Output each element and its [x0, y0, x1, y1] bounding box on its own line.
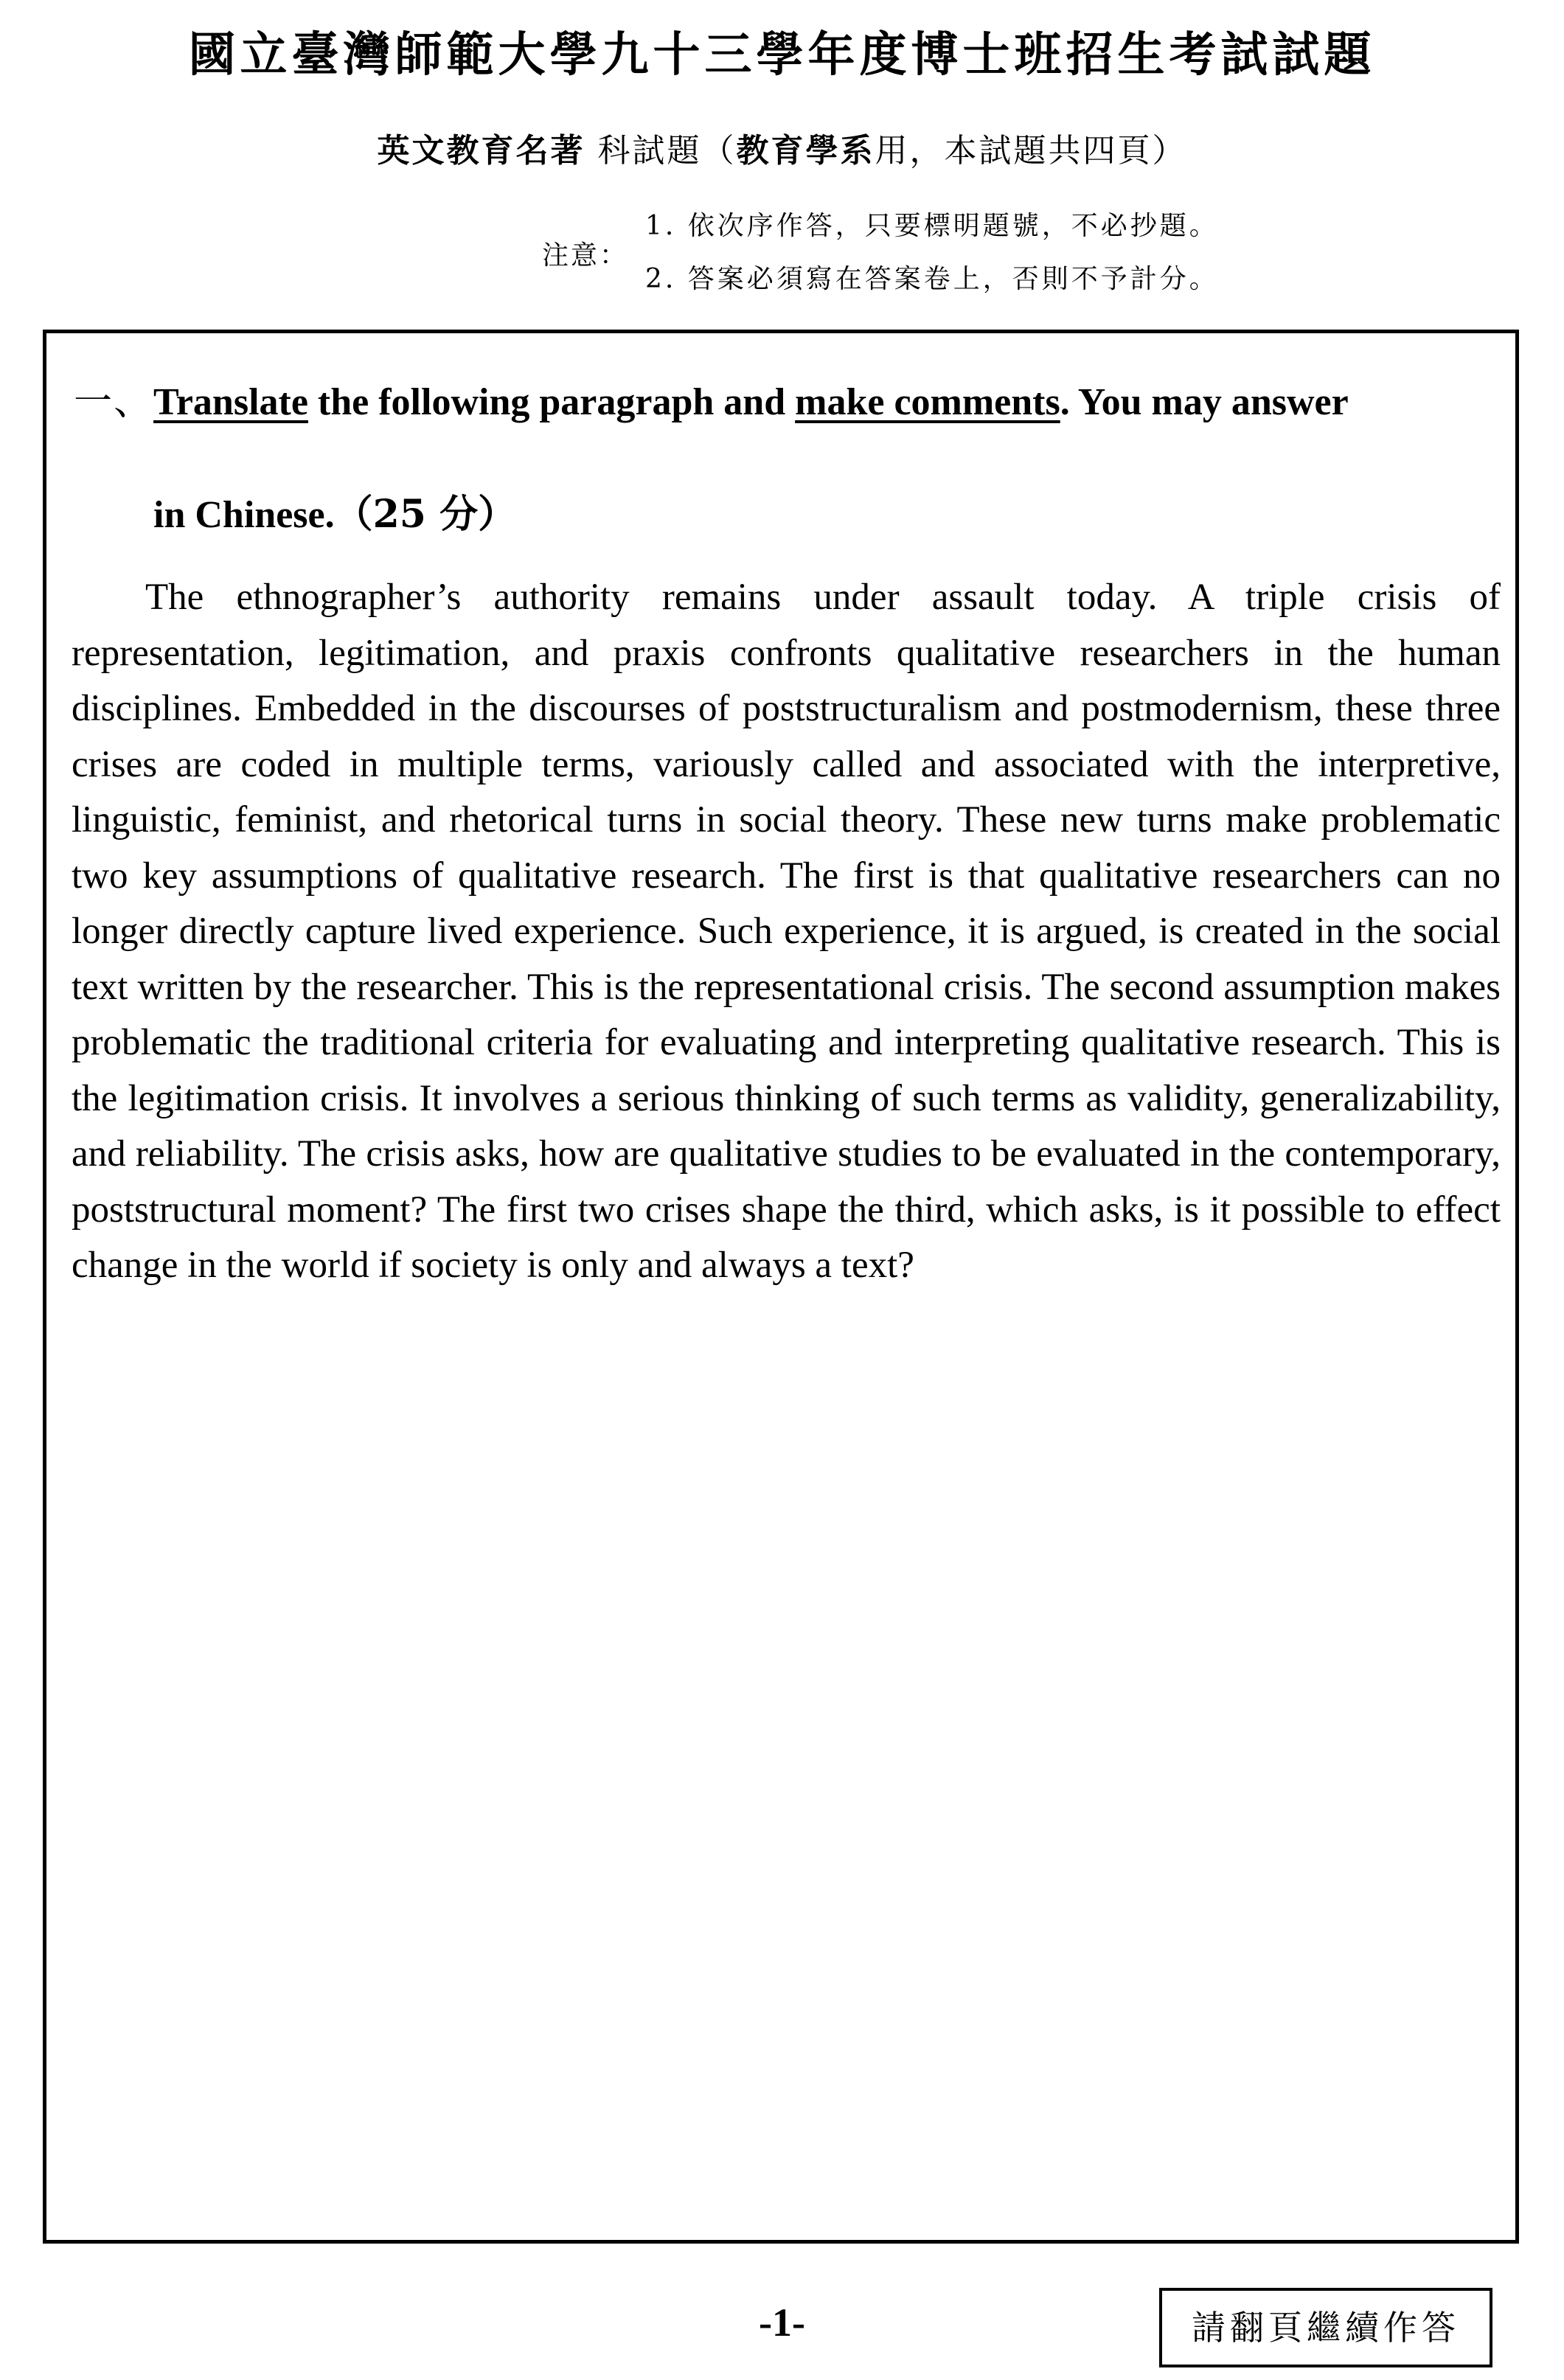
notice-block	[542, 205, 1353, 316]
question-number: 一、	[74, 380, 154, 424]
question-heading	[74, 372, 1512, 432]
continue-notice-box: 請翻頁繼續作答	[1159, 2288, 1492, 2367]
instruction-text-1: the following paragraph and	[307, 381, 796, 423]
exam-title: 國立臺灣師範大學九十三學年度博士班招生考試試題	[188, 27, 1376, 83]
instruction-translate: Translate	[153, 381, 308, 423]
department-suffix: 用，本試題共四頁）	[875, 132, 1187, 170]
instruction-text-2: . You may answer	[1060, 381, 1349, 423]
department-name: 教育學系	[736, 132, 875, 170]
subject-line	[0, 125, 1564, 177]
notice-item-1: 1. 依次序作答，只要標明題號，不必抄題。	[645, 211, 1219, 241]
subject-suffix: 科試題（	[597, 132, 737, 170]
question-heading-line-2	[153, 485, 516, 545]
notice-label: 注意：	[542, 240, 629, 271]
subject-name: 英文教育名著	[377, 132, 585, 170]
notice-item-2: 2. 答案必須寫在答案卷上，否則不予計分。	[645, 264, 1219, 294]
question-score: （25 分）	[334, 492, 517, 537]
instruction-make-comments: make comments	[795, 381, 1060, 423]
passage-text: The ethnographer’s authority remains under assault today. A triple crisis of representation, legitimation, and praxis confronts qualitative researchers in the human disciplines. Embedded in the discourses of poststructuralism and postmodernism, these three crises are coded in multiple terms, variously called and associated with the interpretive, linguistic, feminist, and rhetorical turns in social theory. These new turns make problematic two key assumptions of qualitative research. The first is that qualitative researchers can no longer directly capture lived experience. Such experience, it is argued, is created in the social text written by the researcher. This is the representational crisis. The second assumption makes problematic the traditional criteria for evaluating and interpreting qualitative research. This is the legitimation crisis. It involves a serious thinking of such terms as validity, generalizability, and reliability. The crisis asks, how are qualitative studies to be evaluated in the contemporary, poststructural moment? The first two crises shape the third, which asks, is it possible to effect change in the world if society is only and always a text?	[72, 577, 1501, 1286]
instruction-language: in Chinese.	[153, 494, 335, 536]
page-number: -1-	[759, 2300, 805, 2345]
